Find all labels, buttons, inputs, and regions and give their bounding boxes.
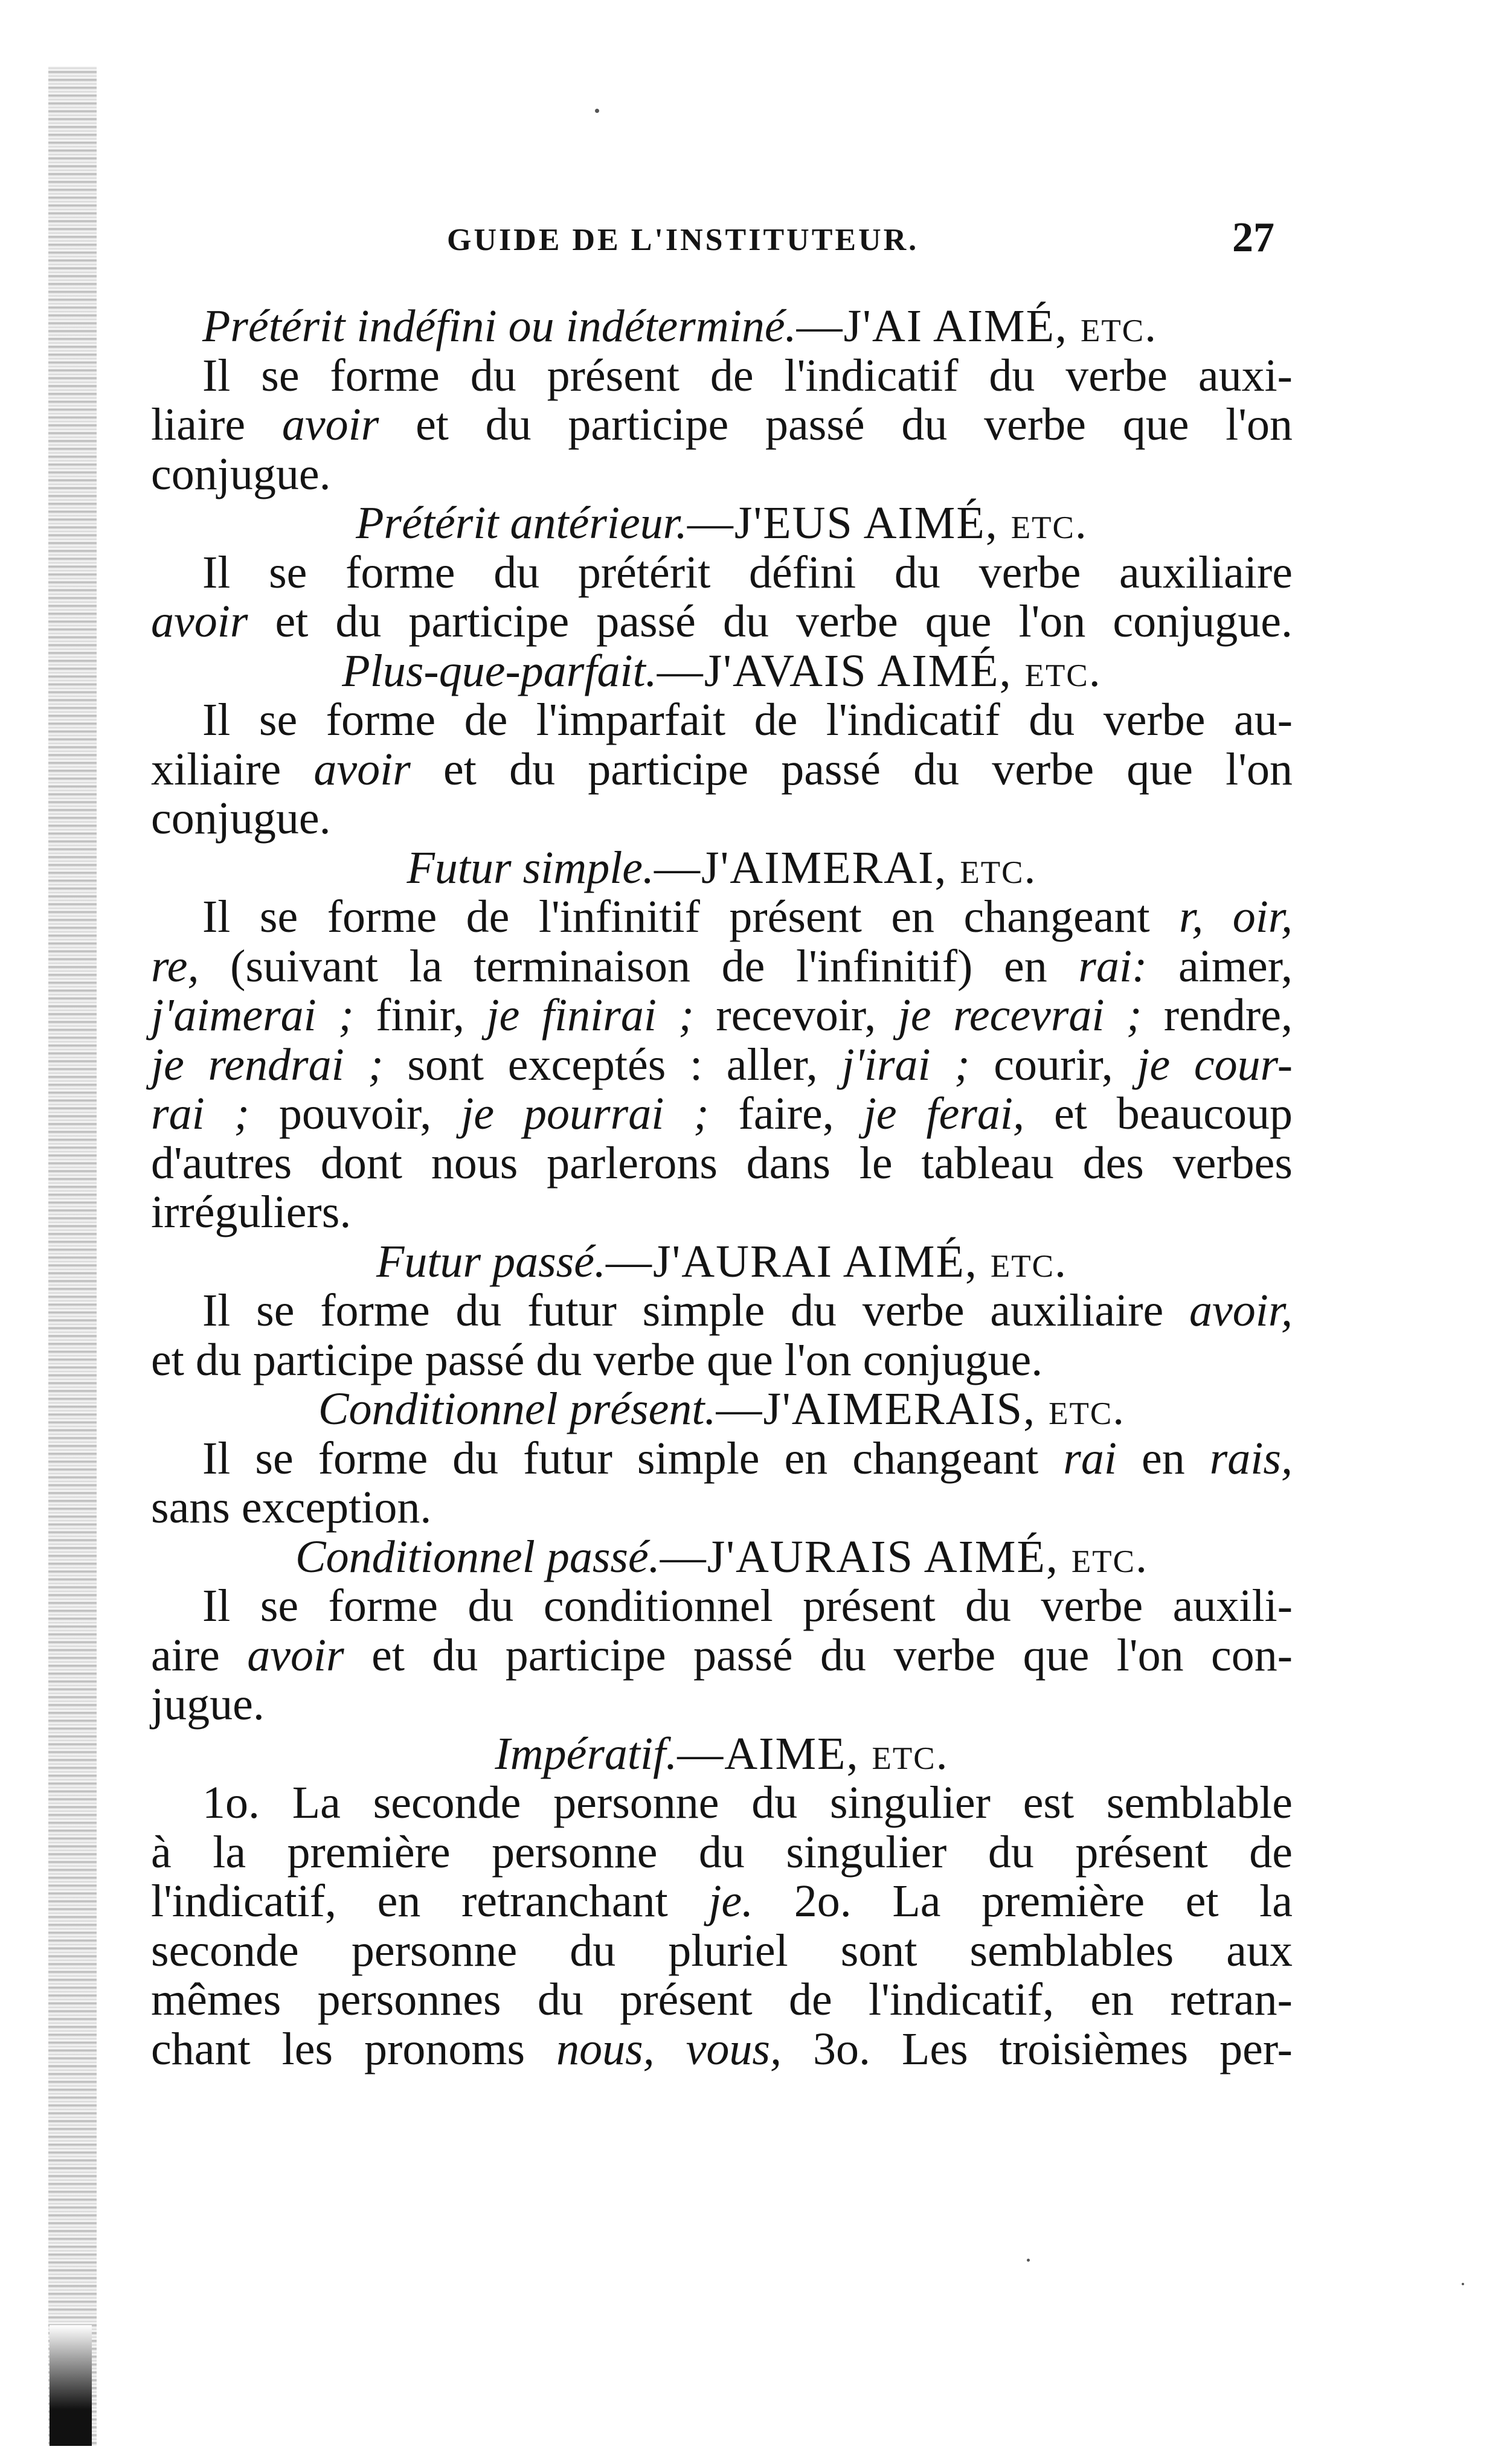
- text-line: [151, 1434, 1293, 1484]
- text-run: xiliaire: [151, 743, 314, 795]
- text-run: aimer,: [1147, 940, 1293, 992]
- text-line: [151, 696, 1293, 745]
- text-line: [151, 1680, 1293, 1730]
- italic-run: Conditionnel présent.: [318, 1384, 716, 1434]
- text-line: [151, 302, 1293, 351]
- text-run: 3o. Les troisièmes per-: [781, 2023, 1293, 2074]
- italic-run: je.: [708, 1876, 754, 1927]
- text-line: [151, 794, 1293, 844]
- italic-run: Conditionnel passé.: [295, 1531, 660, 1582]
- text-run: finir,: [353, 990, 487, 1041]
- italic-run: avoir: [281, 399, 379, 450]
- ink-speck: [1462, 2283, 1464, 2285]
- text-run: et du participe passé du verbe que l'on conjugue.: [151, 1334, 1043, 1385]
- italic-run: re,: [151, 940, 199, 992]
- italic-run: je cour-: [1137, 1039, 1293, 1090]
- text-line: [151, 1927, 1293, 1976]
- page-number: 27: [1232, 214, 1274, 261]
- small-caps-run: —AIME, etc.: [677, 1728, 949, 1779]
- text-run: et du participe passé du verbe que l'on: [379, 399, 1293, 450]
- running-title: GUIDE DE L'INSTITUTEUR.: [447, 223, 919, 257]
- section-heading: [151, 844, 1293, 893]
- small-caps-run: —J'AURAI AIMÉ, etc.: [605, 1236, 1068, 1287]
- text-run: jugue.: [151, 1679, 265, 1730]
- text-run: Il se forme du prétérit défini du verbe auxiliaire: [202, 547, 1293, 598]
- text-line: [151, 1779, 1293, 1828]
- text-line: [151, 1631, 1293, 1681]
- italic-run: je recevrai ;: [898, 990, 1142, 1041]
- text-run: 2o. La première et la: [753, 1876, 1293, 1927]
- section-heading: [151, 1385, 1293, 1434]
- text-run: rendre,: [1142, 990, 1293, 1041]
- italic-run: avoir: [313, 743, 411, 795]
- text-line: [151, 1877, 1293, 1927]
- text-run: sont exceptés : aller,: [383, 1039, 842, 1090]
- italic-run: je ferai,: [863, 1088, 1025, 1139]
- text-run: en: [1117, 1433, 1210, 1484]
- text-run: 1o. La seconde personne du singulier est semblable: [202, 1777, 1293, 1828]
- book-binding-edge: [48, 66, 97, 2446]
- text-line: [151, 1188, 1293, 1237]
- page-text: [151, 302, 1293, 2074]
- text-run: Il se forme du futur simple du verbe auxiliaire: [202, 1285, 1189, 1336]
- italic-run: Prétérit indéfini ou indéterminé.: [202, 301, 797, 351]
- text-run: et du participe passé du verbe que l'on conjugue.: [248, 596, 1293, 647]
- section-heading: [151, 647, 1293, 696]
- text-run: conjugue.: [151, 448, 331, 499]
- text-run: courir,: [969, 1039, 1137, 1090]
- small-caps-run: —J'AVAIS AIMÉ, etc.: [657, 645, 1102, 696]
- text-line: [151, 2025, 1293, 2074]
- italic-run: j'irai ;: [841, 1039, 970, 1090]
- text-run: faire,: [708, 1088, 864, 1139]
- text-line: [151, 1336, 1293, 1385]
- italic-run: j'aimerai ;: [151, 990, 354, 1041]
- page-header: [0, 214, 1510, 277]
- italic-run: Futur passé.: [376, 1236, 606, 1287]
- text-run: liaire: [151, 399, 282, 450]
- italic-run: Plus-que-parfait.: [342, 645, 657, 696]
- italic-run: je rendrai ;: [151, 1039, 384, 1090]
- italic-run: avoir: [247, 1629, 344, 1681]
- small-caps-run: —J'EUS AIMÉ, etc.: [687, 498, 1088, 548]
- section-heading: [151, 1730, 1293, 1779]
- italic-run: Futur simple.: [406, 842, 655, 893]
- italic-run: Impératif.: [495, 1728, 678, 1779]
- text-line: [151, 1483, 1293, 1533]
- binding-shadow: [50, 2325, 92, 2446]
- text-run: irréguliers.: [151, 1187, 352, 1237]
- section-heading: [151, 1237, 1293, 1287]
- small-caps-run: —J'AI AIMÉ, etc.: [796, 301, 1158, 351]
- text-run: seconde personne du pluriel sont semblables aux: [151, 1925, 1293, 1976]
- text-run: recevoir,: [693, 990, 898, 1041]
- text-run: Il se forme de l'imparfait de l'indicatif du verbe au-: [202, 695, 1293, 745]
- text-run: Il se forme de l'infinitif présent en changeant: [202, 891, 1180, 942]
- italic-run: je finirai ;: [486, 990, 694, 1041]
- text-run: Il se forme du conditionnel présent du verbe auxili-: [202, 1580, 1293, 1631]
- text-line: [151, 745, 1293, 795]
- text-run: à la première personne du singulier du présent de: [151, 1826, 1293, 1878]
- text-line: [151, 1041, 1293, 1090]
- text-run: l'indicatif, en retranchant: [151, 1876, 709, 1927]
- text-line: [151, 1139, 1293, 1189]
- italic-run: nous, vous,: [556, 2023, 782, 2074]
- italic-run: rai ;: [151, 1088, 249, 1139]
- text-line: [151, 548, 1293, 598]
- italic-run: je pourrai ;: [461, 1088, 709, 1139]
- italic-run: rai: [1063, 1433, 1117, 1484]
- ink-speck: [595, 109, 599, 113]
- text-line: [151, 597, 1293, 647]
- italic-run: rai:: [1078, 940, 1148, 992]
- text-run: chant les pronoms: [151, 2023, 557, 2074]
- text-run: (suivant la terminaison de l'infinitif) en: [199, 940, 1079, 992]
- text-run: sans exception.: [151, 1482, 432, 1533]
- text-line: [151, 1828, 1293, 1878]
- text-line: [151, 942, 1293, 992]
- text-line: [151, 351, 1293, 401]
- italic-run: avoir: [151, 596, 248, 647]
- ink-speck: [1027, 2259, 1030, 2262]
- text-run: Il se forme du futur simple en changeant: [202, 1433, 1064, 1484]
- italic-run: r, oir,: [1179, 891, 1293, 942]
- text-run: pouvoir,: [249, 1088, 461, 1139]
- small-caps-run: —J'AIMERAI, etc.: [654, 842, 1037, 893]
- text-run: et du participe passé du verbe que l'on con-: [344, 1629, 1293, 1681]
- small-caps-run: —J'AURAIS AIMÉ, etc.: [660, 1531, 1149, 1582]
- italic-run: rais,: [1209, 1433, 1293, 1484]
- text-run: conjugue.: [151, 793, 331, 844]
- section-heading: [151, 499, 1293, 548]
- text-line: [151, 400, 1293, 450]
- text-line: [151, 893, 1293, 942]
- italic-run: Prétérit antérieur.: [356, 498, 687, 548]
- text-line: [151, 1975, 1293, 2025]
- text-line: [151, 1286, 1293, 1336]
- text-run: mêmes personnes du présent de l'indicatif, en retran-: [151, 1974, 1293, 2025]
- text-run: et du participe passé du verbe que l'on: [410, 743, 1293, 795]
- text-line: [151, 1089, 1293, 1139]
- text-run: Il se forme du présent de l'indicatif du verbe auxi-: [202, 350, 1293, 401]
- text-run: aire: [151, 1629, 248, 1681]
- section-heading: [151, 1533, 1293, 1582]
- text-line: [151, 991, 1293, 1041]
- italic-run: avoir,: [1189, 1285, 1293, 1336]
- text-line: [151, 1582, 1293, 1631]
- text-line: [151, 450, 1293, 499]
- text-run: d'autres dont nous parlerons dans le tableau des verbes: [151, 1137, 1293, 1189]
- text-run: et beaucoup: [1024, 1088, 1293, 1139]
- small-caps-run: —J'AIMERAIS, etc.: [716, 1384, 1126, 1434]
